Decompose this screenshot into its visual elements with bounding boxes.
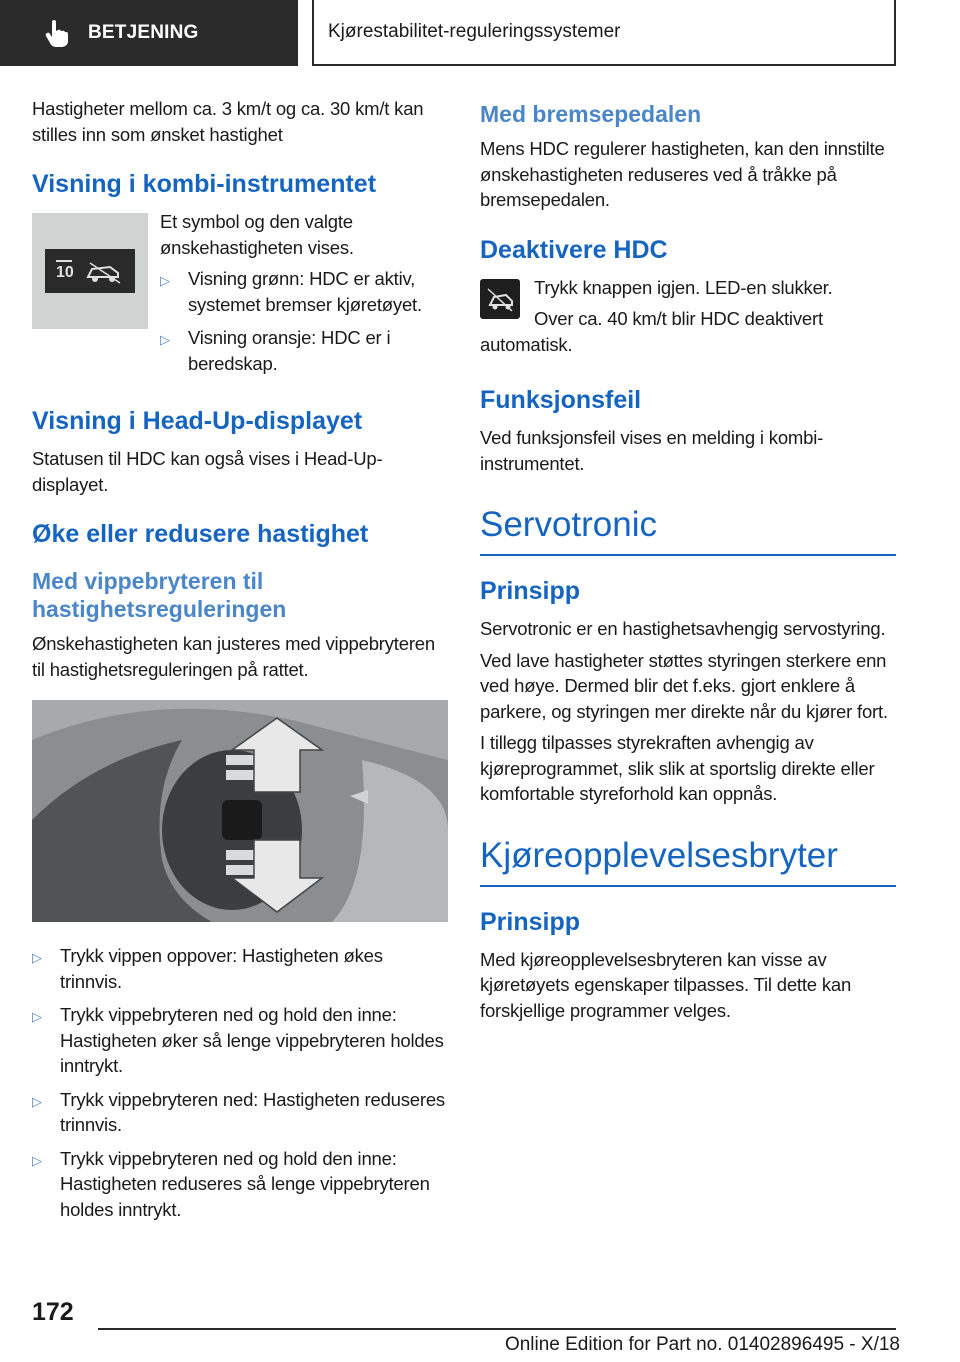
deactivate-block — [480, 275, 896, 364]
chapter-title: Kjørestabilitet-reguleringssystemer — [312, 0, 896, 66]
heading-fault: Funksjonsfeil — [480, 386, 642, 414]
triangle-bullet-icon: ▷ — [160, 332, 170, 347]
section-tab — [0, 0, 298, 66]
triangle-bullet-icon: ▷ — [32, 1093, 42, 1109]
hand-pointer-icon — [40, 17, 72, 49]
page-number: 172 — [32, 1298, 74, 1326]
heading-kombi: Visning i kombi-instrumentet — [32, 170, 377, 198]
deactivate-text-2: Over ca. 40 km/t blir HDC deaktivert automatisk. — [480, 308, 823, 355]
heading-prinsipp-servo: Prinsipp — [480, 577, 581, 605]
footer-divider — [98, 1328, 896, 1330]
list-item: ▷ Trykk vippebryteren ned og hold den inne: Hastigheten reduseres så lenge vippebryteren holdes inntrykt. — [32, 1146, 448, 1223]
hdc-button-icon — [480, 279, 520, 319]
steering-wheel-image — [32, 700, 448, 922]
rocker-text: Ønskehastigheten kan justeres med vippebryteren til hastighetsreguleringen på rattet. — [32, 633, 435, 680]
section-label: BETJENING — [88, 22, 199, 43]
switch-text: Med kjøreopplevelsesbryteren kan visse av kjøretøyets egenskaper tilpasses. Til dette kan forskjellige programmer velges. — [480, 948, 852, 1021]
triangle-bullet-icon: ▷ — [32, 1152, 42, 1168]
left-column — [32, 96, 448, 1230]
triangle-bullet-icon: ▷ — [160, 273, 170, 288]
triangle-bullet-icon: ▷ — [32, 1009, 42, 1024]
servo-text-3: I tillegg tilpasses styrekraften avhengig av kjøreprogrammet, slik slik at sportslig direkte eller komfortable styreforhold kan oppnås. — [480, 732, 875, 804]
page-header — [0, 0, 960, 66]
right-column — [480, 96, 896, 1029]
heading-deactivate: Deaktivere HDC — [480, 235, 668, 264]
servo-text-2: Ved lave hastigheter støttes styringen sterkere enn ved høye. Dermed blir det f.eks. gjort enklere å parkere, og styringen mer direkte når du kjører fort. — [480, 649, 888, 722]
heading-servotronic: Servotronic — [480, 504, 896, 556]
intro-text: Hastigheter mellom ca. 3 km/t og ca. 30 km/t kan stilles inn som ønsket hastighet — [32, 98, 424, 145]
kombi-icon-number: 10 — [56, 264, 74, 281]
heading-rocker: Med vippebryteren til hastighetsreguleringen — [32, 568, 287, 622]
kombi-block — [32, 209, 448, 384]
list-item: ▷ Visning oransje: HDC er i beredskap. — [160, 325, 448, 376]
servo-text-1: Servotronic er en hastighetsavhengig servostyring. — [480, 618, 886, 639]
edition-text: Online Edition for Part no. 01402896495 - X/18 — [504, 1334, 900, 1355]
heading-driving-switch: Kjøreopplevelsesbryter — [480, 835, 896, 887]
list-item: ▷ Trykk vippebryteren ned og hold den inne: Hastigheten øker så lenge vippebryteren holdes inntrykt. — [32, 1002, 448, 1079]
hud-text: Statusen til HDC kan også vises i Head-Up-displayet. — [32, 448, 383, 495]
brake-text: Mens HDC regulerer hastigheten, kan den innstilte ønskehastigheten reduseres ved å tråkke på bremsepedalen. — [480, 138, 885, 210]
list-item: ▷ Visning grønn: HDC er aktiv, systemet bremser kjøretøyet. — [160, 266, 448, 317]
list-item: ▷ Trykk vippen oppover: Hastigheten økes trinnvis. — [32, 943, 448, 994]
list-item: ▷ Trykk vippebryteren ned: Hastigheten reduseres trinnvis. — [32, 1087, 448, 1138]
heading-speed: Øke eller redusere hastighet — [32, 520, 369, 548]
heading-hud: Visning i Head-Up-displayet — [32, 407, 363, 435]
fault-text: Ved funksjonsfeil vises en melding i kombi-instrumentet. — [480, 427, 824, 474]
heading-prinsipp-switch: Prinsipp — [480, 907, 581, 936]
hdc-speed-symbol-icon — [32, 213, 148, 329]
heading-brake: Med bremsepedalen — [480, 101, 702, 127]
triangle-bullet-icon: ▷ — [32, 950, 42, 965]
deactivate-text-1: Trykk knappen igjen. LED-en slukker. — [534, 276, 833, 298]
kombi-text: Et symbol og den valgte ønskehastigheten vises. — [160, 211, 354, 258]
